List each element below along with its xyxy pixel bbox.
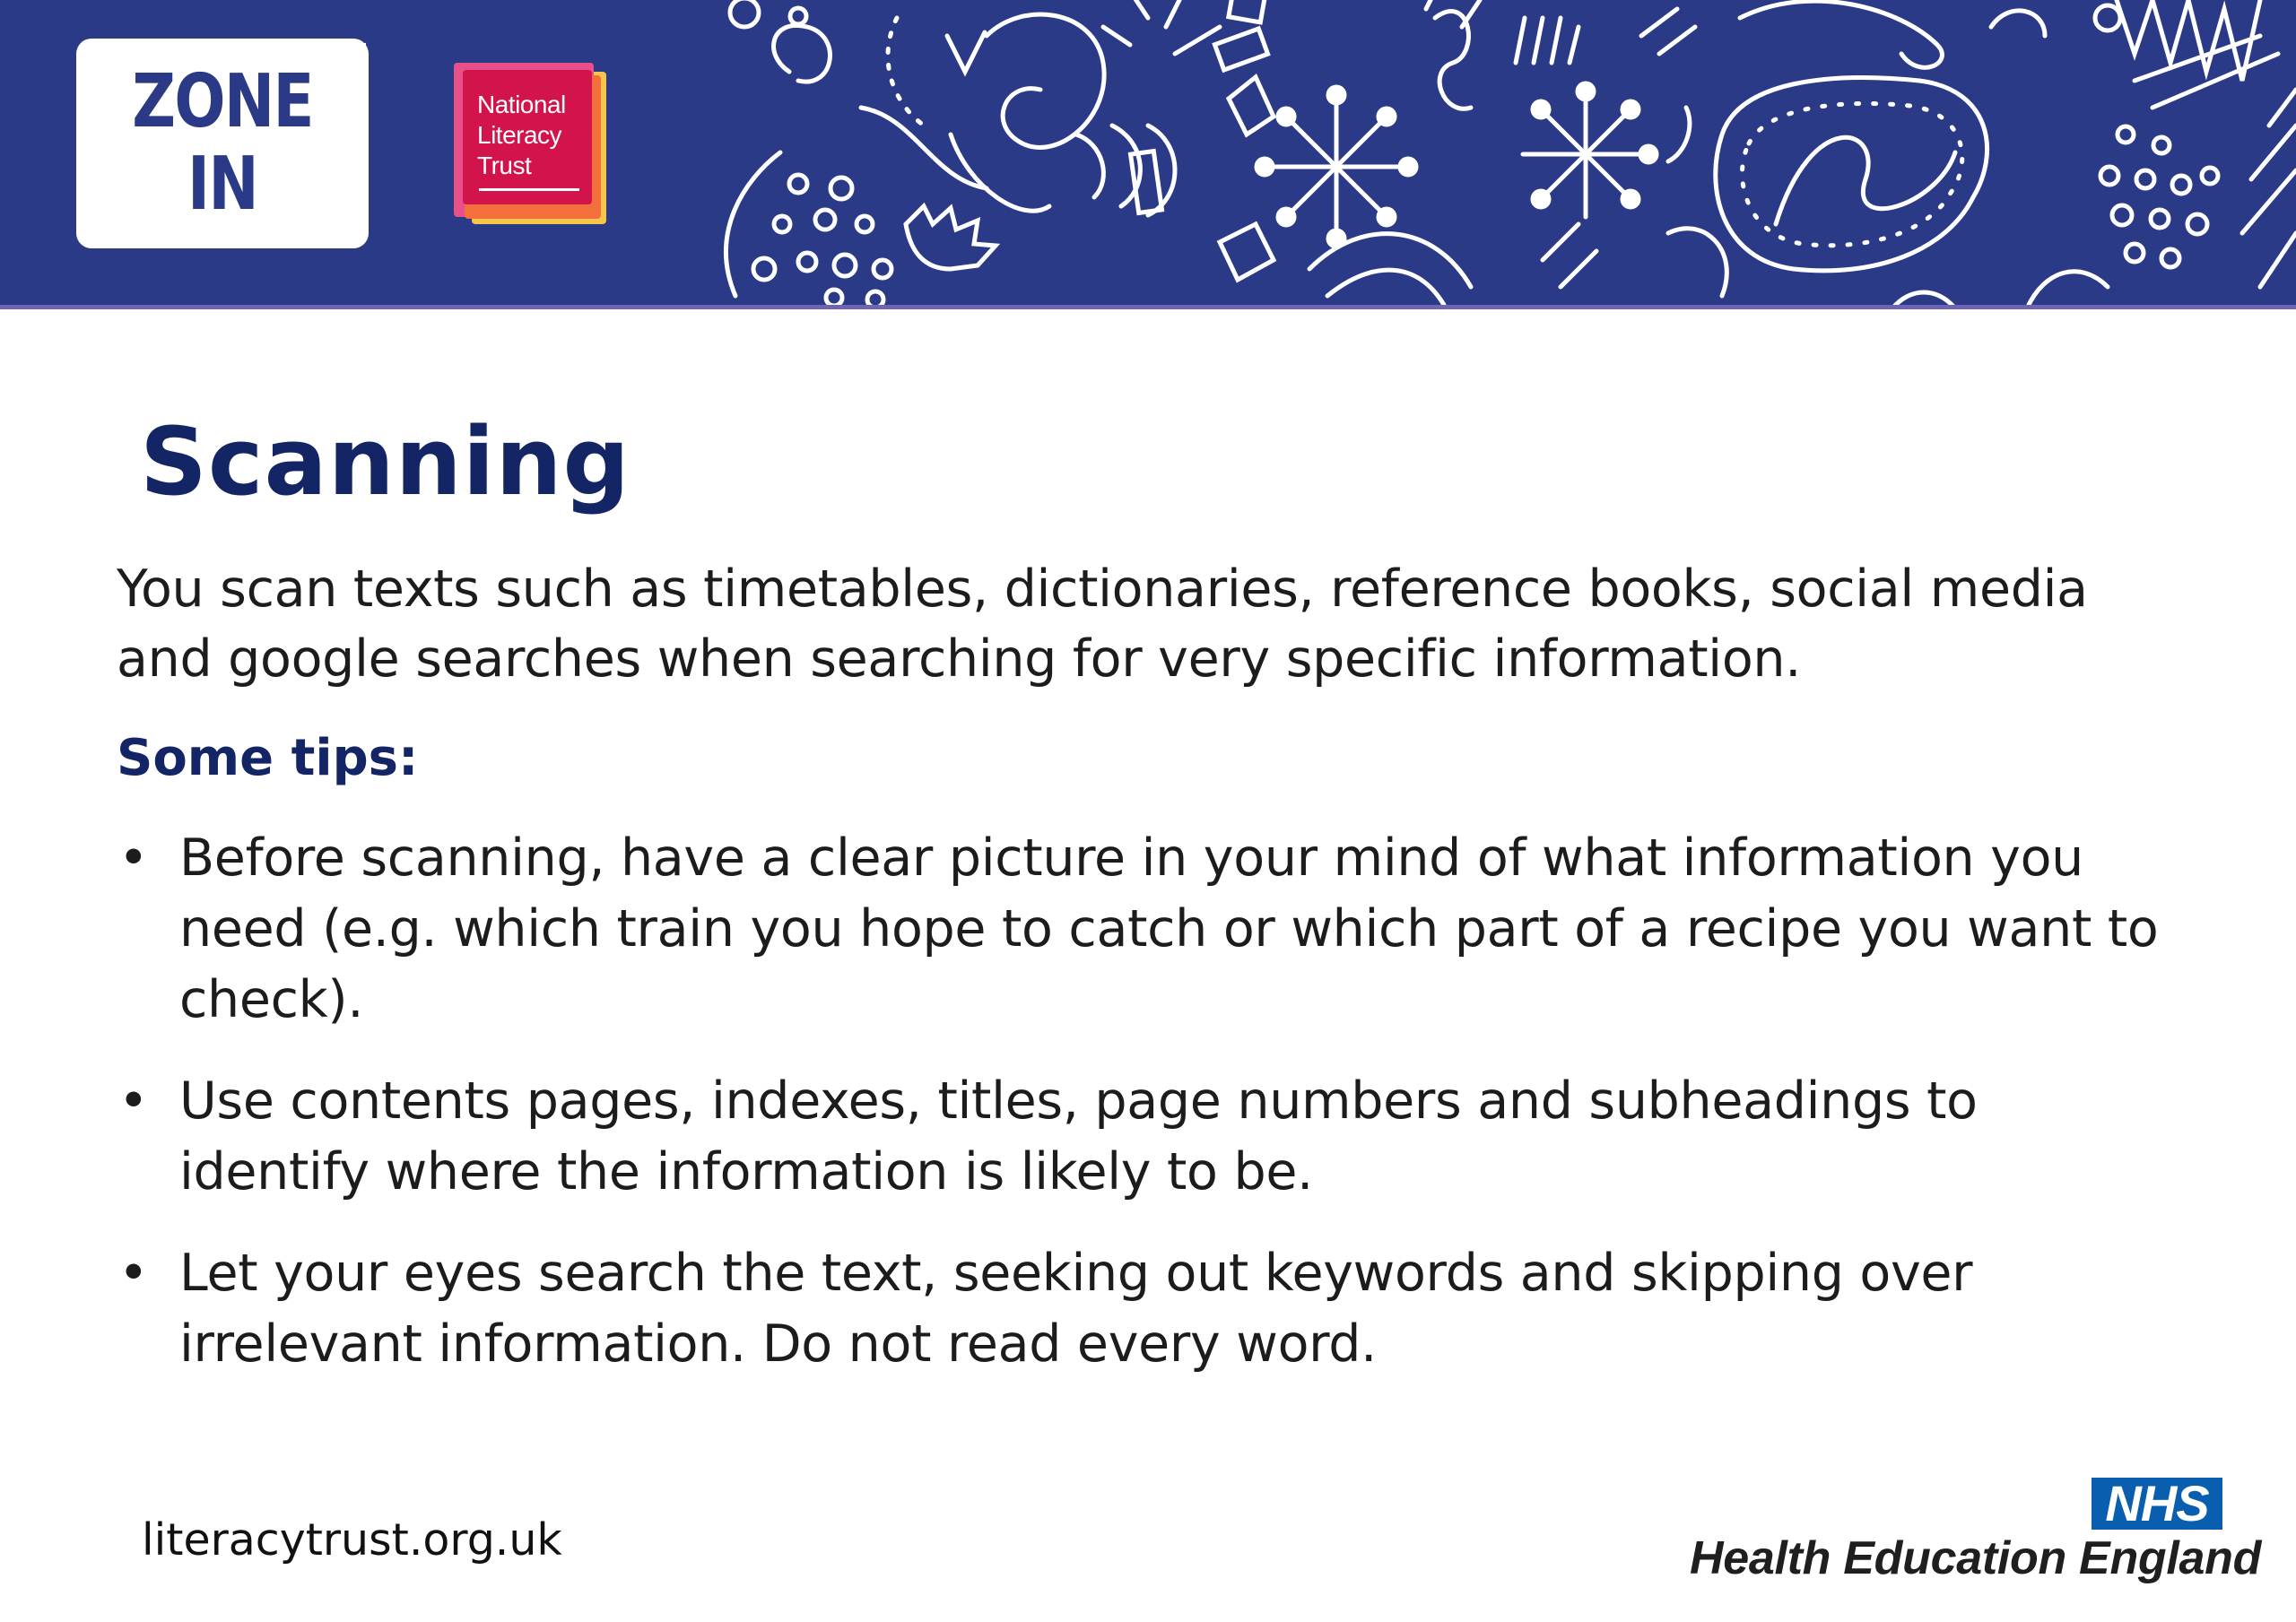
tip-item [117,823,2161,1036]
doodle-pattern-icon [682,0,2296,308]
tip-item [117,1066,2161,1208]
tip-text: Let your eyes search the text, seeking out keywords and skipping over irrelevant information. Do not read every word. [179,1244,1973,1374]
nlt-logo-text: National Literacy Trust [477,91,566,179]
banner-divider [0,305,2296,309]
tip-text: Before scanning, have a clear picture in your mind of what information you need (e.g. which train you hope to catch or which part of a recipe you want to check). [179,828,2159,1029]
tip-item [117,1238,2161,1380]
zone-in-logo [79,41,366,246]
tips-heading: Some tips: [117,729,419,787]
nhs-logo [2092,1475,2222,1531]
tip-text: Use contents pages, indexes, titles, page numbers and subheadings to identify where the information is likely to be. [179,1071,1978,1201]
national-literacy-trust-logo [454,63,608,226]
nhs-logo-text: NHS [2105,1475,2209,1531]
page-title: Scanning [140,407,631,516]
nlt-logo-underline [479,188,579,191]
bullet-icon: • [118,828,149,888]
bullet-icon: • [118,1244,149,1303]
tips-list [117,823,2161,1380]
intro-paragraph: You scan texts such as timetables, dictionaries, reference books, social media and google searches when searching for very specific information. [117,559,2088,689]
bullet-icon: • [118,1071,149,1131]
health-education-england-name: Health Education England [1690,1532,2262,1584]
zone-in-text: ZONE IN [132,59,313,227]
footer-url: literacytrust.org.uk [142,1514,562,1566]
header-banner [0,0,2296,308]
